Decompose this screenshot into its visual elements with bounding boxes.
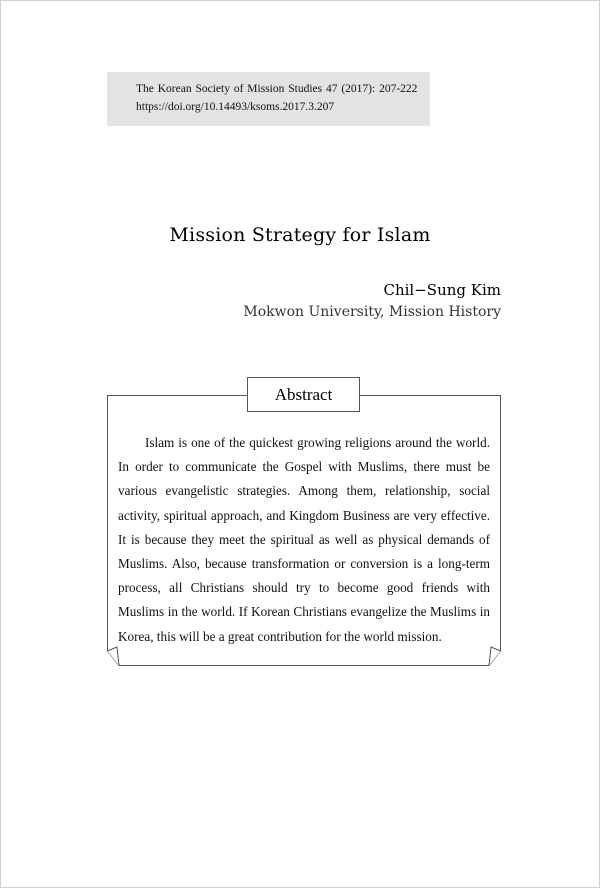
abstract-heading: Abstract [247, 377, 360, 412]
paper-author: Chil−Sung Kim [383, 281, 501, 299]
abstract-frame [107, 385, 501, 665]
paper-affiliation: Mokwon University, Mission History [243, 304, 501, 320]
paper-title: Mission Strategy for Islam [169, 224, 431, 246]
abstract-text: Islam is one of the quickest growing religions around the world. In order to communicate the Gospel with Muslims, there must be various evangelistic strategies. Among them, relationship, social activity, spiritual approach, and Kingdom Business are very effective. It is because they meet the spiritual as well as physical demands of Muslims. Also, because transformation or conversion is a long-term process, all Christians should try to become good friends with Muslims in the world. If Korean Christians evangelize the Muslims in Korea, this will be a great contribution for the world mission. [118, 435, 490, 644]
journal-citation: The Korean Society of Mission Studies 47 (2017): 207-222 [136, 83, 418, 95]
journal-citation-box [107, 72, 430, 126]
journal-doi: https://doi.org/10.14493/ksoms.2017.3.207 [136, 101, 335, 113]
